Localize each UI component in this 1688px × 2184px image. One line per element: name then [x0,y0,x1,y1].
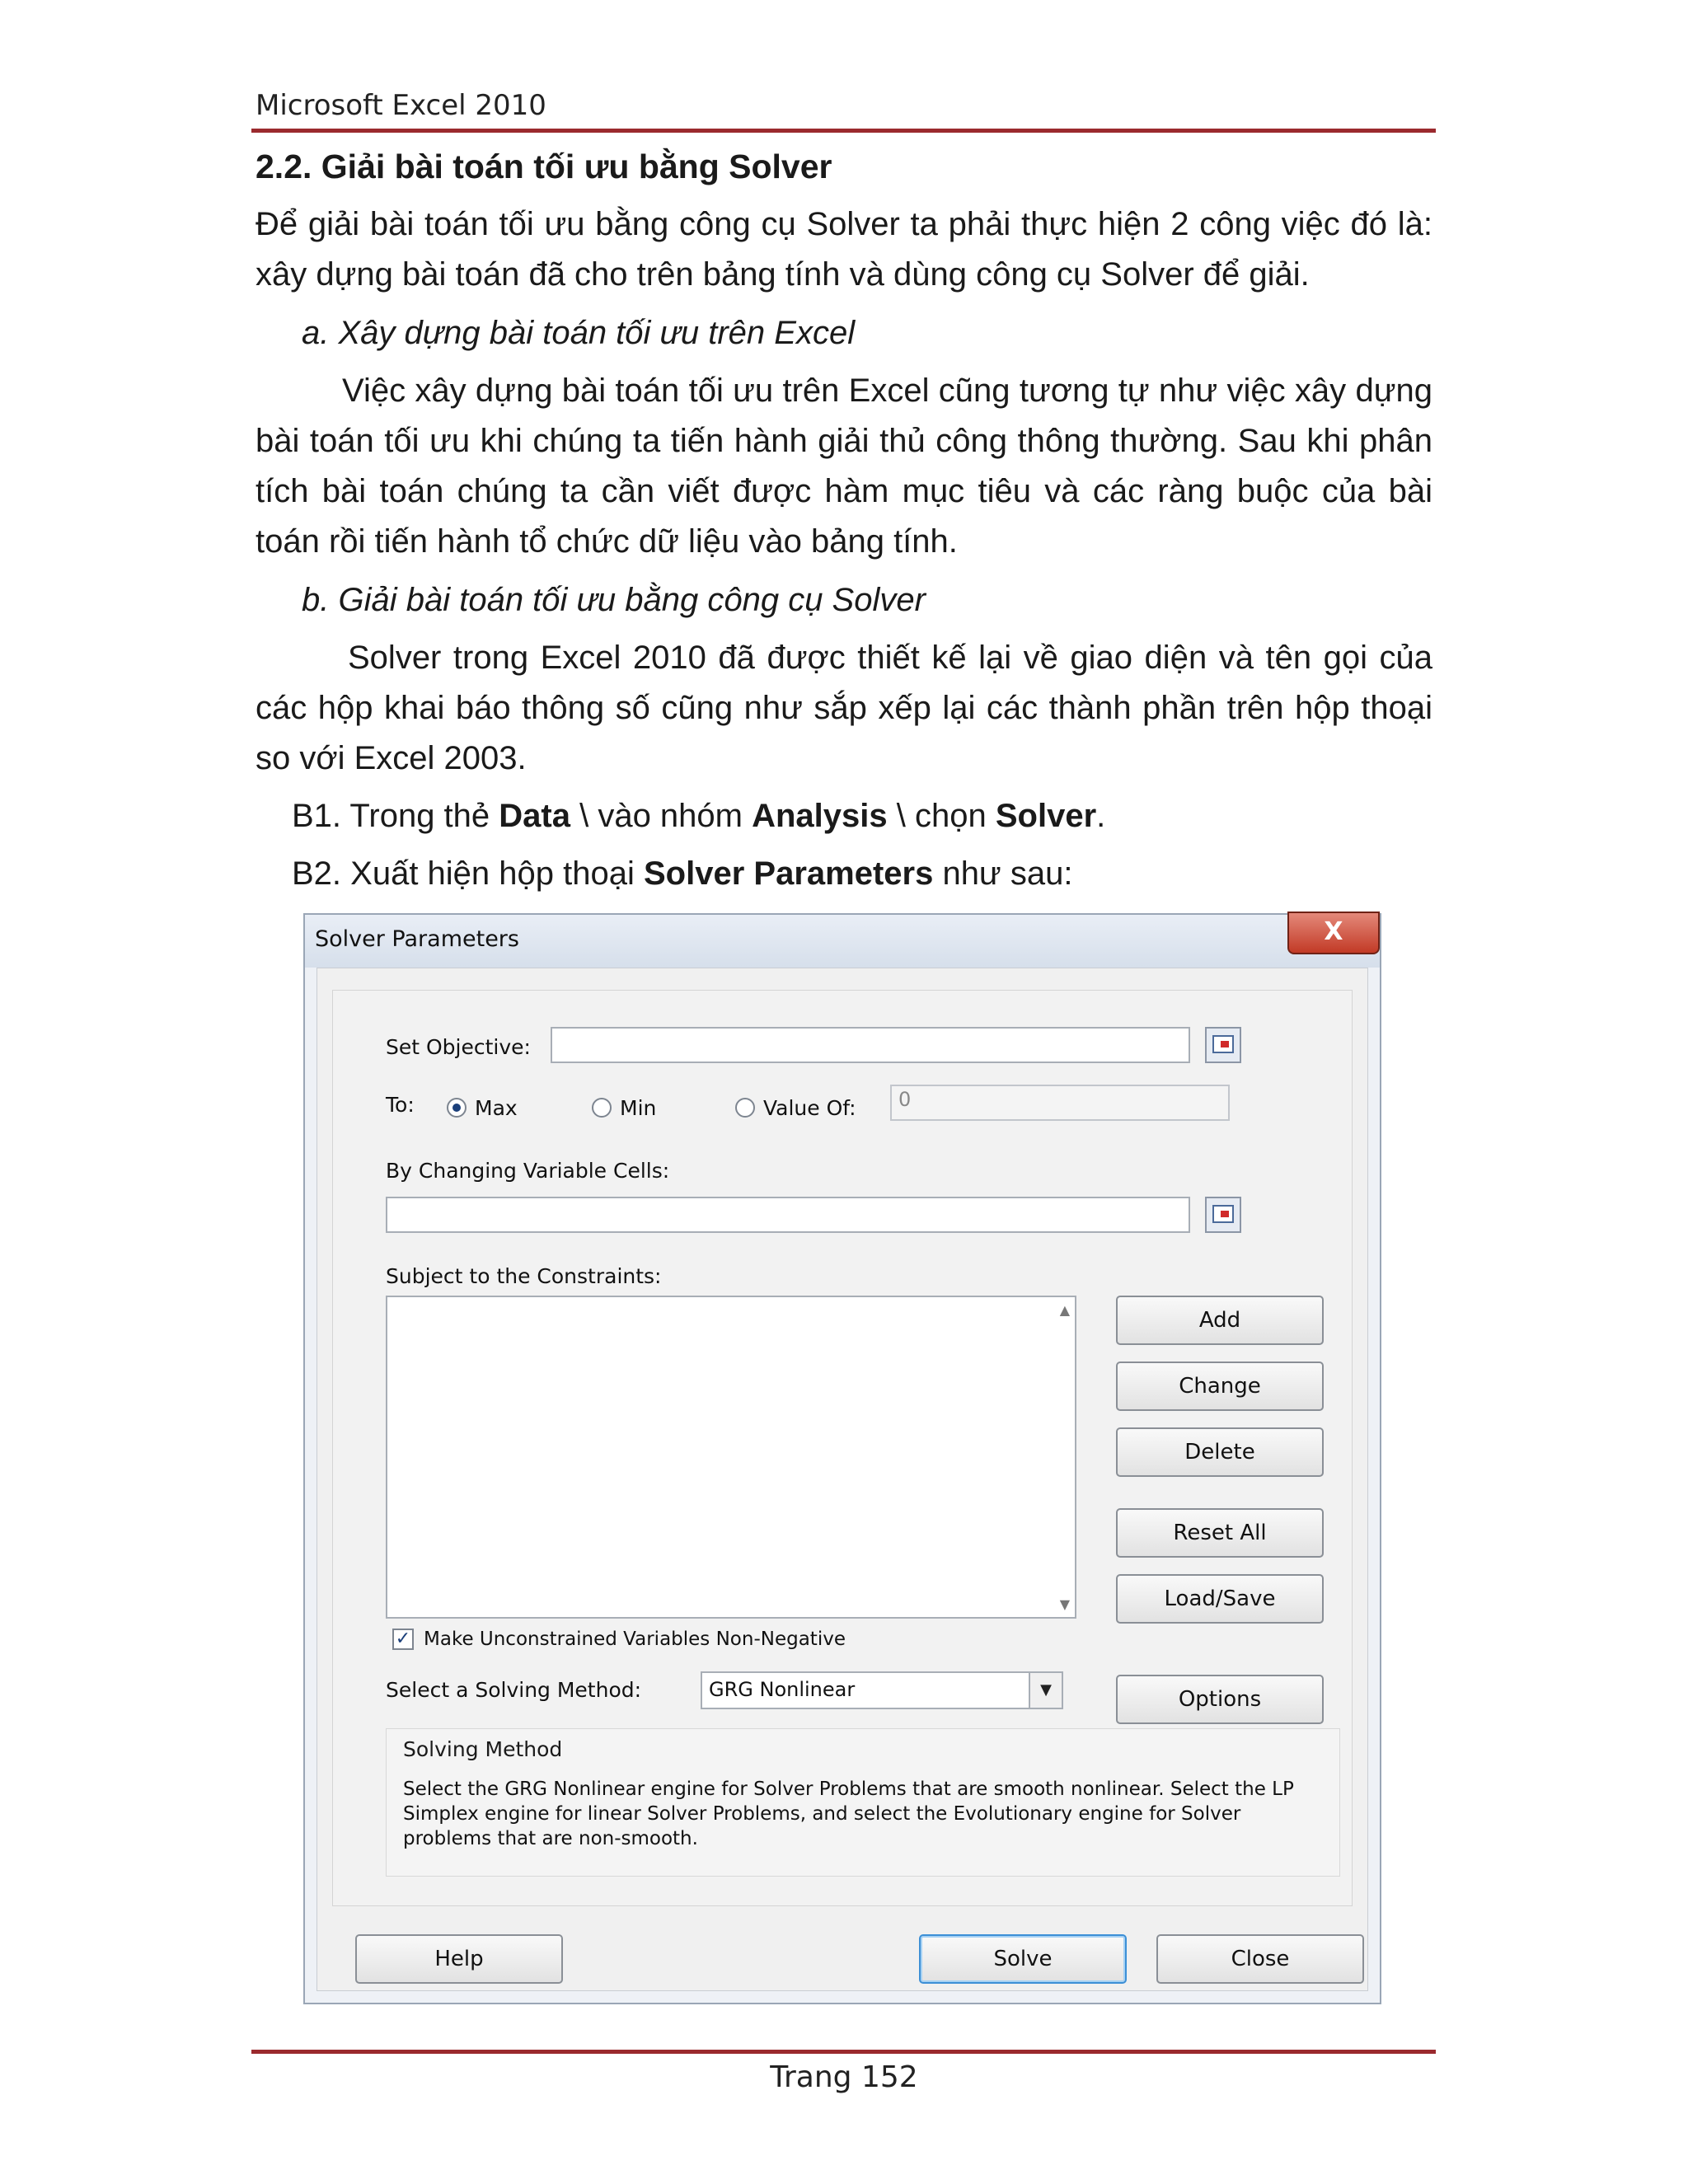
step-1: B1. Trong thẻ Data \ vào nhóm Analysis \ chọn Solver. [292,798,1106,834]
range-picker-icon[interactable] [1205,1027,1241,1063]
close-icon[interactable]: X [1287,912,1380,954]
non-negative-checkbox[interactable]: ✓ [392,1629,414,1650]
intro-paragraph: Để giải bài toán tối ưu bằng công cụ Solver ta phải thực hiện 2 công việc đó là: xây dựng bài toán đã cho trên bảng tính và dùng công cụ Solver để giải. [256,206,1432,293]
dialog-client-area [316,968,1368,1991]
change-button[interactable]: Change [1116,1361,1324,1411]
to-label: To: [386,1093,415,1117]
step-2: B2. Xuất hiện hộp thoại Solver Parameters như sau: [292,855,1073,892]
solve-button[interactable]: Solve [919,1934,1127,1984]
constraints-list[interactable] [386,1296,1076,1619]
section-heading: 2.2. Giải bài toán tối ưu bằng Solver [256,148,832,185]
reset-all-button[interactable]: Reset All [1116,1508,1324,1558]
solving-method-description [386,1728,1340,1877]
chevron-down-icon[interactable]: ▼ [1029,1673,1062,1708]
radio-max-label: Max [475,1096,518,1120]
set-objective-input[interactable] [551,1027,1190,1063]
subheading-b: b. Giải bài toán tối ưu bằng công cụ Solver [302,582,926,618]
add-button[interactable]: Add [1116,1296,1324,1345]
radio-min[interactable] [592,1098,612,1118]
scroll-up-icon[interactable]: ▲ [1059,1302,1070,1318]
radio-min-label: Min [620,1096,657,1120]
subheading-a: a. Xây dựng bài toán tối ưu trên Excel [302,315,856,351]
footer-rule [251,2050,1436,2054]
range-picker-icon[interactable] [1205,1197,1241,1233]
options-button[interactable]: Options [1116,1675,1324,1724]
changing-cells-input[interactable] [386,1197,1190,1233]
dialog-title-bar [305,915,1380,968]
help-button[interactable]: Help [355,1934,563,1984]
radio-value-of[interactable] [735,1098,755,1118]
radio-max[interactable] [447,1098,467,1118]
solving-method-select[interactable] [701,1671,1063,1709]
load-save-button[interactable]: Load/Save [1116,1574,1324,1624]
set-objective-label: Set Objective: [386,1035,531,1059]
value-of-input[interactable]: 0 [890,1085,1230,1121]
running-head: Microsoft Excel 2010 [256,89,546,122]
method-box-text: Select the GRG Nonlinear engine for Solver Problems that are smooth nonlinear. Select the LP Simplex engine for linear Solver Problems, and select the Evolutionary engine for Solver problems that are non-smooth. [403,1779,1294,1849]
method-box-title: Solving Method [403,1737,563,1761]
parameters-group [332,990,1353,1906]
solver-parameters-dialog [303,913,1381,2004]
changing-cells-label: By Changing Variable Cells: [386,1159,670,1183]
solving-method-label: Select a Solving Method: [386,1678,642,1702]
paragraph-b: Solver trong Excel 2010 đã được thiết kế lại về giao diện và tên gọi của các hộp khai báo thông số cũng như sắp xếp lại các thành phần trên hộp thoại so với Excel 2003. [256,640,1432,776]
non-negative-label: Make Unconstrained Variables Non-Negative [424,1629,846,1650]
solving-method-value: GRG Nonlinear [709,1678,856,1701]
radio-value-of-label: Value Of: [763,1096,856,1120]
constraints-label: Subject to the Constraints: [386,1264,662,1288]
delete-button[interactable]: Delete [1116,1427,1324,1477]
paragraph-a: Việc xây dựng bài toán tối ưu trên Excel cũng tương tự như việc xây dựng bài toán tối ưu khi chúng ta tiến hành giải thủ công thông thường. Sau khi phân tích bài toán chúng ta cần viết được hàm mục tiêu và các ràng buộc của bài toán rồi tiến hành tổ chức dữ liệu vào bảng tính. [256,373,1432,560]
header-rule [251,129,1436,133]
dialog-title: Solver Parameters [315,926,519,952]
page-number: Trang 152 [770,2060,918,2094]
scroll-down-icon[interactable]: ▼ [1059,1596,1070,1612]
close-button[interactable]: Close [1156,1934,1364,1984]
